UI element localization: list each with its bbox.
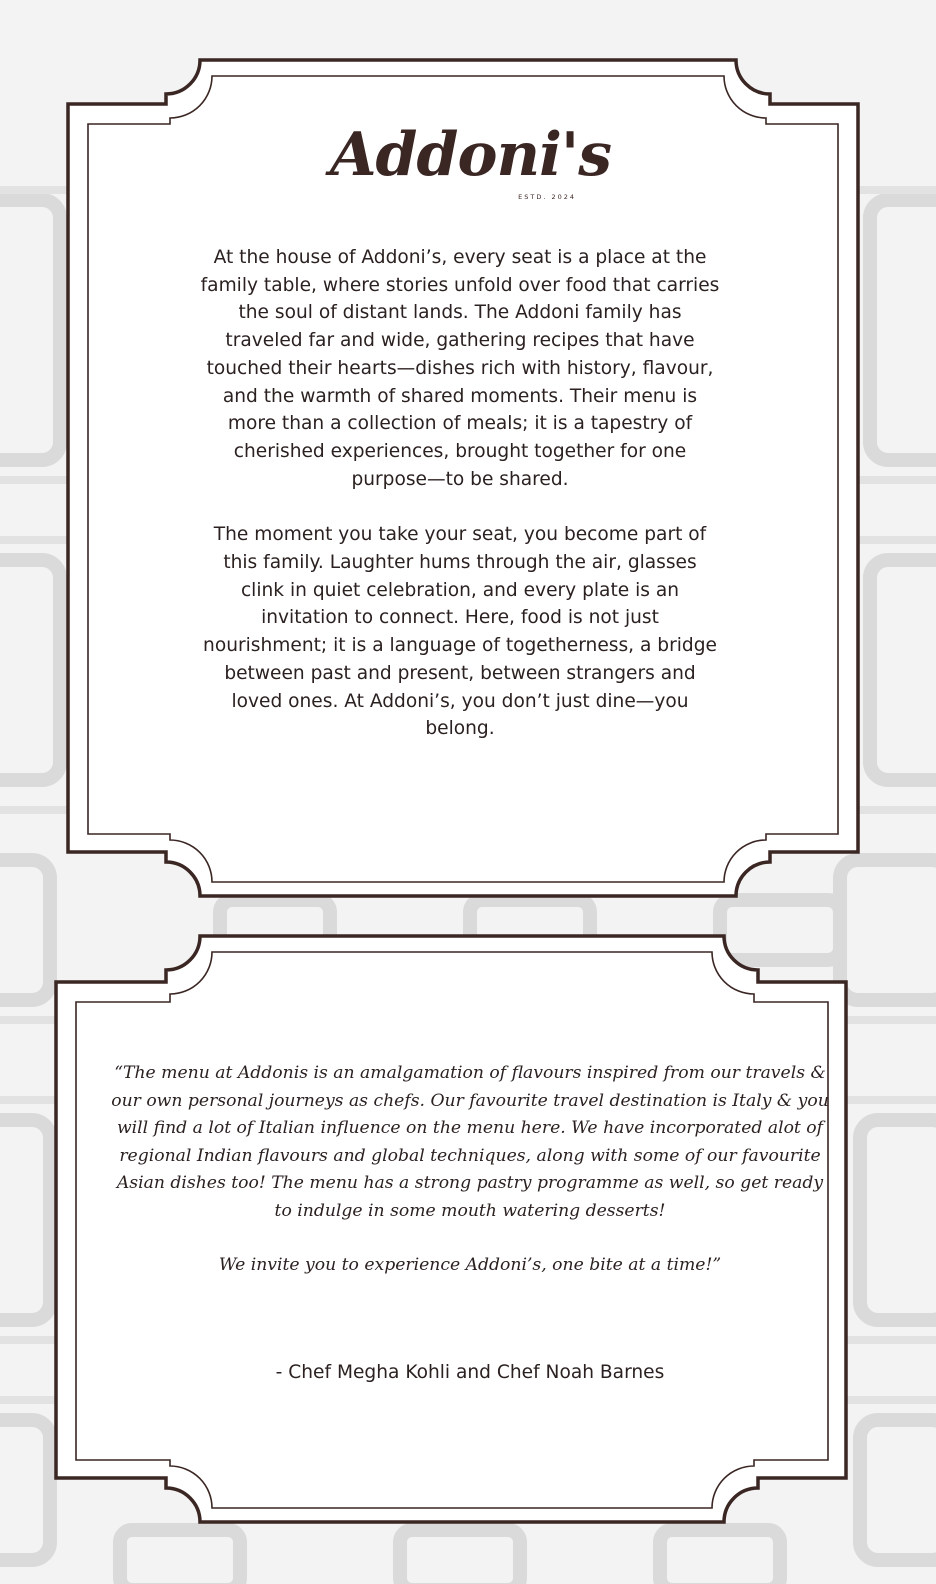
brand-established: ESTD. 2024 xyxy=(518,193,576,201)
chef-quote xyxy=(110,1060,830,1280)
chef-quote-paragraph: We invite you to experience Addoni’s, one bite at a time!” xyxy=(218,1255,722,1275)
brand-logo-wordmark: Addoni's xyxy=(330,120,612,190)
chef-signature: - Chef Megha Kohli and Chef Noah Barnes xyxy=(275,1362,665,1383)
brand-logo xyxy=(330,115,612,215)
intro-paragraph: At the house of Addoni’s, every seat is a place at the family table, where stories unfold over food that carries the soul of distant lands. The Addoni family has traveled far and wide, gathering recipes that have touched their hearts—dishes rich with history, flavour, and the warmth of shared moments. Their menu is more than a collection of meals; it is a tapestry of cherished experiences, brought together for one purpose—to be shared. xyxy=(200,247,720,490)
intro-text xyxy=(200,244,720,743)
chef-quote-paragraph: “The menu at Addonis is an amalgamation of flavours inspired from our travels & our own personal journeys as chefs. Our favourite travel destination is Italy & you will find a lot of Italian influence on the menu here. We have incorporated alot of regional Indian flavours and global techniques, along with some of our favourite Asian dishes too! The menu has a strong pastry programme as well, so get ready to indulge in some mouth watering desserts! xyxy=(111,1063,829,1221)
intro-paragraph: The moment you take your seat, you become part of this family. Laughter hums through the air, glasses clink in quiet celebration, and every plate is an invitation to connect. Here, food is not just nourishment; it is a language of togetherness, a bridge between past and present, between strangers and loved ones. At Addoni’s, you don’t just dine—you belong. xyxy=(203,524,717,740)
